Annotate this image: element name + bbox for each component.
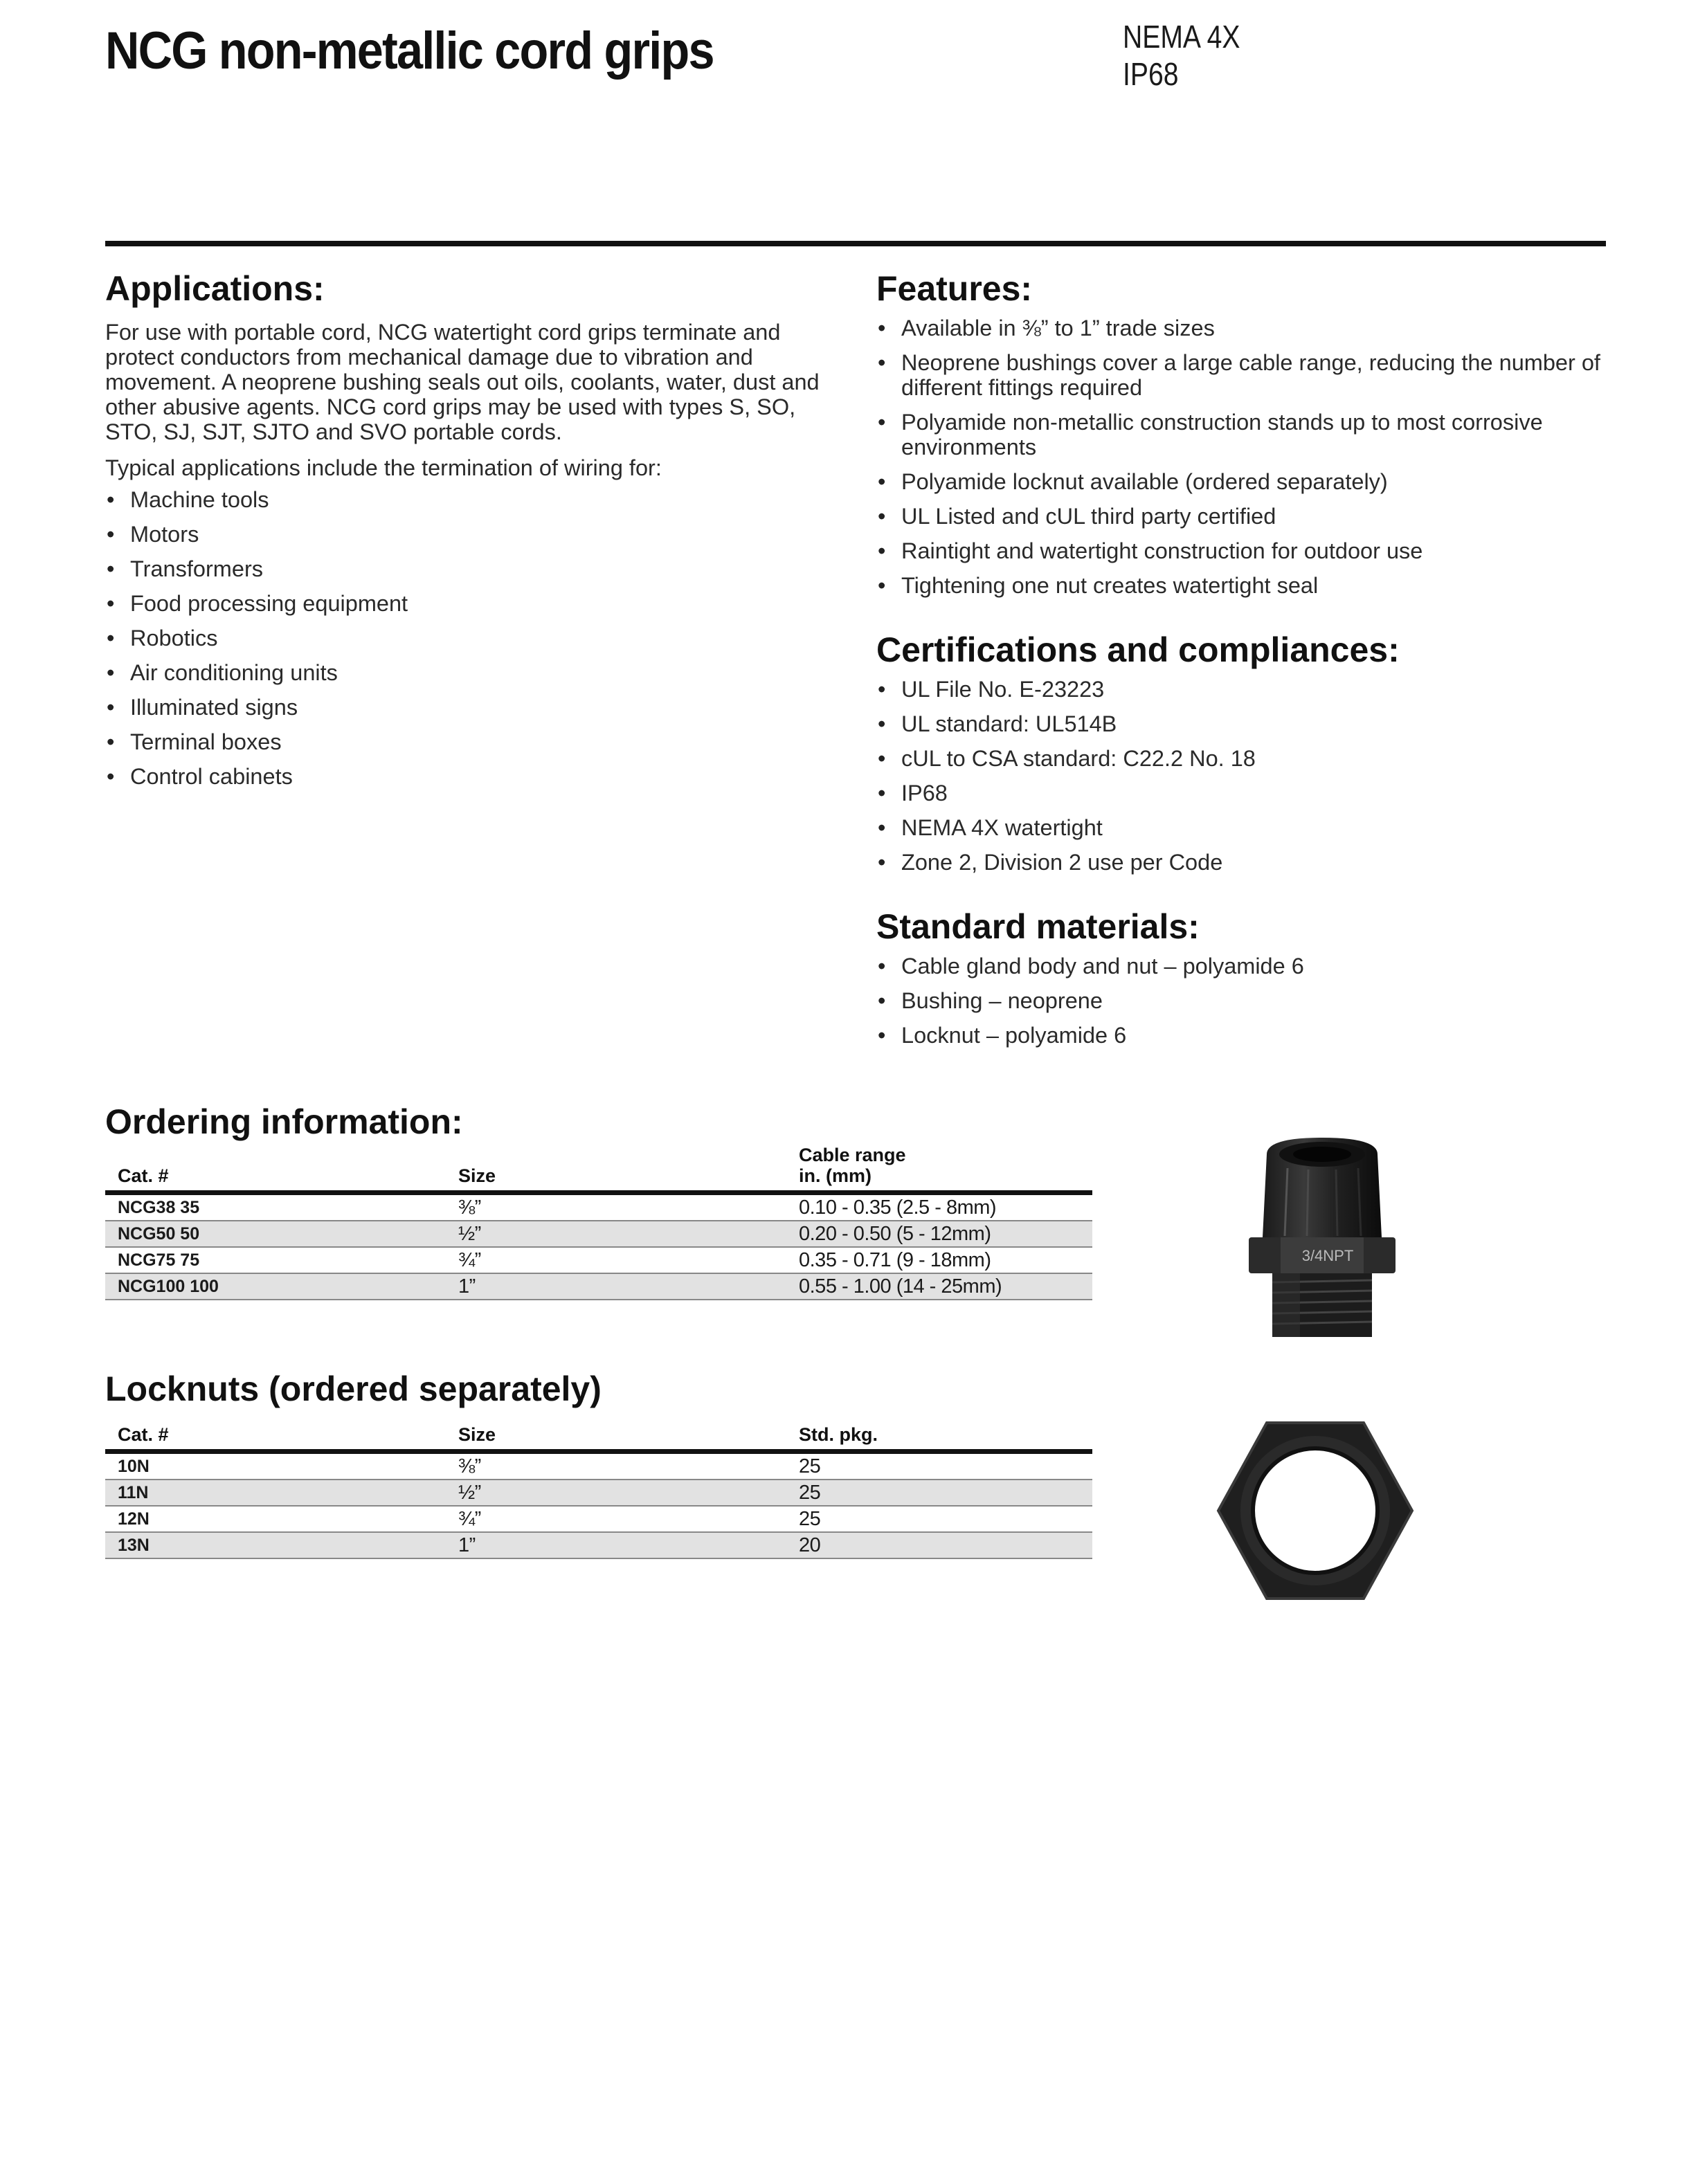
cell-cat: 10N xyxy=(118,1457,150,1476)
list-item: • Polyamide locknut available (ordered separately) xyxy=(876,469,1610,494)
ratings-block xyxy=(1123,18,1240,93)
ordering-heading: Ordering information: xyxy=(105,1102,463,1141)
applications-intro: Typical applications include the termination of wiring for: xyxy=(105,455,662,480)
cell-size: ⅜” xyxy=(458,1455,481,1477)
list-item: • Neoprene bushings cover a large cable range, reducing the number of different fittings required xyxy=(876,350,1610,400)
list-item: • Available in ⅜” to 1” trade sizes xyxy=(876,316,1610,340)
list-item: • Control cabinets xyxy=(105,764,853,789)
cell-std-pkg: 25 xyxy=(799,1455,821,1477)
features-section xyxy=(876,269,1610,598)
cell-cat: NCG75 75 xyxy=(118,1250,200,1270)
table-header-row xyxy=(105,1424,1092,1452)
cell-cat: 11N xyxy=(118,1483,149,1502)
features-list xyxy=(876,316,1610,598)
certifications-section xyxy=(876,630,1610,875)
cell-size: ¾” xyxy=(458,1249,481,1271)
list-item: • Tightening one nut creates watertight seal xyxy=(876,573,1610,598)
cell-cat: 12N xyxy=(118,1509,150,1529)
cell-cable-range: 0.35 - 0.71 (9 - 18mm) xyxy=(799,1249,991,1271)
applications-section xyxy=(105,269,853,799)
materials-list xyxy=(876,954,1610,1048)
list-item: • Zone 2, Division 2 use per Code xyxy=(876,850,1610,875)
rating-nema: NEMA 4X xyxy=(1123,19,1240,55)
list-item: • Bushing – neoprene xyxy=(876,988,1610,1013)
cell-std-pkg: 25 xyxy=(799,1482,821,1504)
list-item: • Motors xyxy=(105,522,853,547)
cell-size: 1” xyxy=(458,1275,476,1298)
table-row xyxy=(105,1532,1092,1558)
materials-heading: Standard materials: xyxy=(876,907,1200,946)
cell-std-pkg: 25 xyxy=(799,1508,821,1530)
column-header-cat: Cat. # xyxy=(118,1165,169,1186)
list-item: • NEMA 4X watertight xyxy=(876,815,1610,840)
list-item: • Machine tools xyxy=(105,487,853,512)
list-item: • Illuminated signs xyxy=(105,695,853,720)
right-column xyxy=(876,269,1610,1057)
cell-cat: NCG100 100 xyxy=(118,1277,219,1296)
list-item: • Air conditioning units xyxy=(105,660,853,685)
certifications-list xyxy=(876,677,1610,875)
cell-size: ½” xyxy=(458,1482,481,1504)
cell-cable-range: 0.55 - 1.00 (14 - 25mm) xyxy=(799,1275,1002,1298)
list-item: • Raintight and watertight construction for outdoor use xyxy=(876,538,1610,563)
certifications-heading: Certifications and compliances: xyxy=(876,630,1400,669)
list-item: • UL standard: UL514B xyxy=(876,711,1610,736)
cell-cable-range: 0.20 - 0.50 (5 - 12mm) xyxy=(799,1223,991,1245)
table-row xyxy=(105,1193,1092,1221)
column-header-size: Size xyxy=(458,1165,496,1186)
list-item: • Cable gland body and nut – polyamide 6 xyxy=(876,954,1610,979)
applications-heading: Applications: xyxy=(105,269,325,308)
features-heading: Features: xyxy=(876,269,1033,308)
cell-std-pkg: 20 xyxy=(799,1534,821,1556)
ordering-table xyxy=(105,1145,1092,1300)
grip-marking-label: 3/4NPT xyxy=(1301,1247,1354,1264)
cell-size: 1” xyxy=(458,1534,476,1556)
list-item: • cUL to CSA standard: C22.2 No. 18 xyxy=(876,746,1610,771)
list-item: • UL File No. E-23223 xyxy=(876,677,1610,702)
cell-cat: NCG50 50 xyxy=(118,1224,200,1244)
list-item: • UL Listed and cUL third party certified xyxy=(876,504,1610,529)
column-header-size: Size xyxy=(458,1424,496,1445)
table-row xyxy=(105,1480,1092,1506)
locknuts-table xyxy=(105,1424,1092,1559)
list-item: • Locknut – polyamide 6 xyxy=(876,1023,1610,1048)
applications-list xyxy=(105,487,853,789)
cell-size: ½” xyxy=(458,1223,481,1245)
page-title: NCG non-metallic cord grips xyxy=(105,21,714,80)
table-row xyxy=(105,1247,1092,1273)
list-item: • Polyamide non-metallic construction stands up to most corrosive environments xyxy=(876,410,1610,459)
cell-size: ¾” xyxy=(458,1508,481,1530)
table-header-row xyxy=(105,1145,1092,1193)
cell-cat: NCG38 35 xyxy=(118,1198,200,1217)
list-item: • Food processing equipment xyxy=(105,591,853,616)
list-item: • Transformers xyxy=(105,556,853,581)
materials-section xyxy=(876,907,1610,1048)
list-item: • Terminal boxes xyxy=(105,729,853,754)
applications-paragraph: For use with portable cord, NCG watertight cord grips terminate and protect conductors from mechanical damage due to vibration and movement. A neoprene bushing seals out oils, coolants, water, dust and other abusive agents. NCG cord grips may be used with types S, SO, STO, SJ, SJT, SJTO and SVO portable cords. xyxy=(105,320,820,444)
table-row xyxy=(105,1221,1092,1247)
column-header-cable-range: Cable range in. (mm) xyxy=(799,1145,906,1186)
table-row xyxy=(105,1506,1092,1532)
cell-cat: 13N xyxy=(118,1536,150,1555)
locknut-photo-icon xyxy=(1211,1417,1419,1604)
column-header-cat: Cat. # xyxy=(118,1424,169,1445)
cell-size: ⅜” xyxy=(458,1196,481,1219)
list-item: • IP68 xyxy=(876,781,1610,806)
column-header-std-pkg: Std. pkg. xyxy=(799,1424,878,1445)
table-row xyxy=(105,1452,1092,1480)
list-item: • Robotics xyxy=(105,626,853,650)
rating-ip: IP68 xyxy=(1123,56,1179,92)
cell-cable-range: 0.10 - 0.35 (2.5 - 8mm) xyxy=(799,1196,997,1219)
table-row xyxy=(105,1273,1092,1300)
header-rule xyxy=(105,241,1606,246)
locknuts-heading: Locknuts (ordered separately) xyxy=(105,1369,602,1408)
cord-grip-photo-icon xyxy=(1239,1134,1405,1341)
